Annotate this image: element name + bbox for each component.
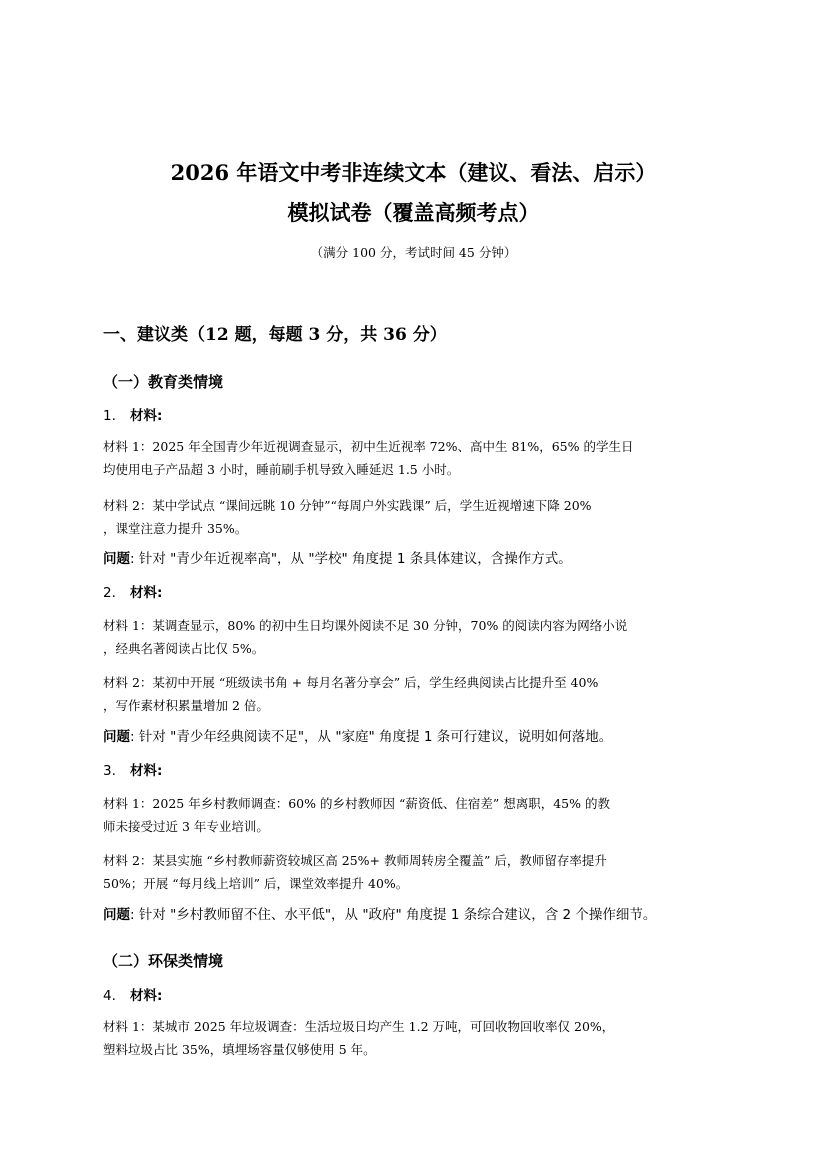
material-line: 材料 1：某调查显示，80% 的初中生日均课外阅读不足 30 分钟，70% 的阅读内容为网络小说: [103, 618, 628, 633]
question-1-header: [103, 404, 162, 424]
question-number: 1.: [103, 408, 116, 424]
question-label: 问题: [103, 907, 130, 923]
question-label: 问题: [103, 551, 130, 567]
question-2-prompt: [103, 725, 612, 745]
material-line: 材料 2：某中学试点 “课间远眺 10 分钟”“每周户外实践课” 后，学生近视增速下降 20%: [103, 498, 592, 513]
question-3-prompt: [103, 903, 656, 923]
material-line: 均使用电子产品超 3 小时，睡前刷手机导致入睡延迟 1.5 小时。: [103, 462, 460, 477]
question-text: : 针对 "乡村教师留不住、水平低"，从 "政府" 角度提 1 条综合建议，含 2 个操作细节。: [130, 907, 657, 923]
question-text: : 针对 "青少年经典阅读不足"，从 "家庭" 角度提 1 条可行建议，说明如何落地。: [130, 729, 613, 745]
material-line: 师未接受过近 3 年专业培训。: [103, 819, 269, 834]
material-label: 材料:: [130, 408, 163, 424]
exam-title-line2: 模拟试卷（覆盖高频考点）: [287, 200, 540, 225]
question-3-material-1: [103, 792, 725, 838]
group-heading-environment: （二）环保类情境: [103, 952, 224, 970]
question-1-material-1: [103, 435, 725, 481]
question-number: 4.: [103, 988, 116, 1004]
exam-subtitle: （满分 100 分，考试时间 45 分钟）: [310, 245, 517, 260]
question-1-prompt: [103, 547, 572, 567]
question-3-material-2: [103, 849, 725, 895]
material-line: 50%；开展 “每月线上培训” 后，课堂效率提升 40%。: [103, 876, 409, 891]
question-label: 问题: [103, 729, 130, 745]
question-1-material-2: [103, 494, 725, 540]
material-line: 材料 1：2025 年乡村教师调查：60% 的乡村教师因 “薪资低、住宿差” 想离职，45% 的教: [103, 796, 610, 811]
question-4-header: [103, 984, 162, 1004]
question-3-header: [103, 759, 162, 779]
question-text: : 针对 "青少年近视率高"，从 "学校" 角度提 1 条具体建议，含操作方式。: [130, 551, 572, 567]
question-number: 3.: [103, 763, 116, 779]
material-line: 塑料垃圾占比 35%，填埋场容量仅够使用 5 年。: [103, 1042, 376, 1057]
question-2-material-1: [103, 614, 725, 660]
material-label: 材料:: [130, 763, 163, 779]
group-heading-education: （一）教育类情境: [103, 373, 224, 391]
material-line: 材料 1：某城市 2025 年垃圾调查：生活垃圾日均产生 1.2 万吨，可回收物回收率仅 20%，: [103, 1019, 615, 1034]
question-2-header: [103, 581, 162, 601]
question-2-material-2: [103, 671, 725, 717]
question-4-material-1: [103, 1015, 725, 1061]
material-line: ，课堂注意力提升 35%。: [103, 521, 248, 536]
section-heading: 一、建议类（12 题，每题 3 分，共 36 分）: [103, 325, 447, 345]
material-line: 材料 2：某县实施 “乡村教师薪资较城区高 25%+ 教师周转房全覆盖” 后，教师留存率提升: [103, 853, 607, 868]
material-label: 材料:: [130, 585, 163, 601]
material-line: 材料 2：某初中开展 “班级读书角 + 每月名著分享会” 后，学生经典阅读占比提升至 40%: [103, 675, 599, 690]
material-line: ，写作素材积累量增加 2 倍。: [103, 698, 269, 713]
material-line: 材料 1：2025 年全国青少年近视调查显示，初中生近视率 72%、高中生 81%，65% 的学生日: [103, 439, 634, 454]
question-number: 2.: [103, 585, 116, 601]
material-label: 材料:: [130, 988, 163, 1004]
material-line: ，经典名著阅读占比仅 5%。: [103, 641, 265, 656]
exam-title-line1: 2026 年语文中考非连续文本（建议、看法、启示）: [170, 160, 657, 185]
